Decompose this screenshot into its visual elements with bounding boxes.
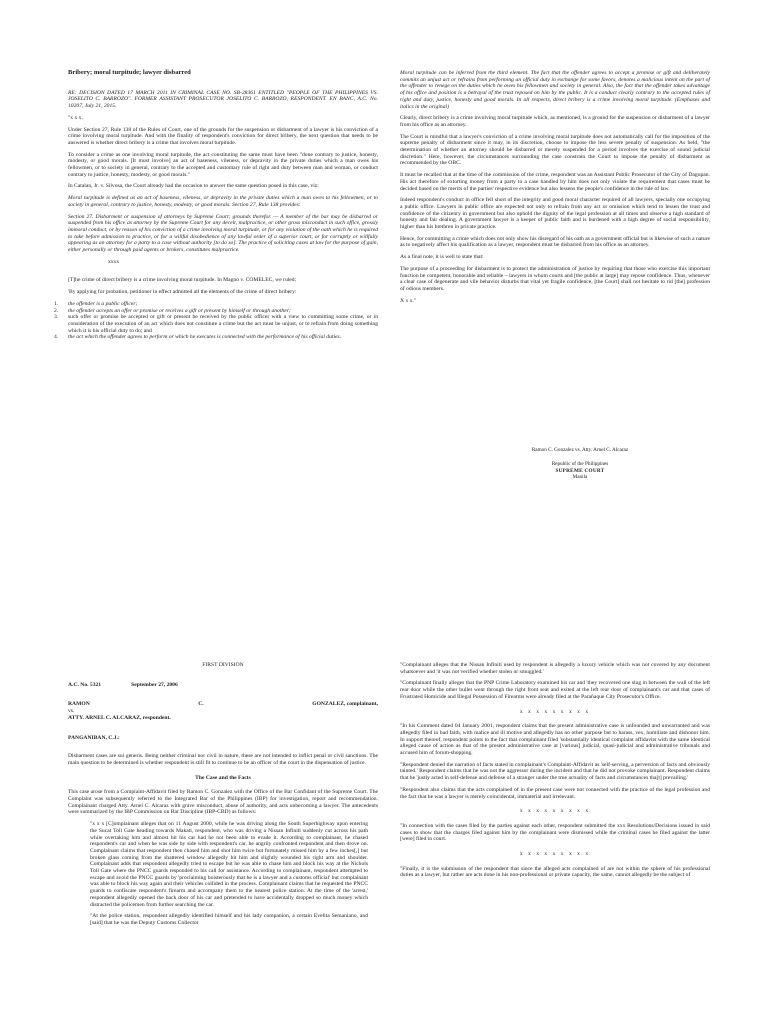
block-quote: The purpose of a proceeding for disbarment is to protect the administration of justice by requiring that those who exercise this important function be competent, honorable and reliable – lawyers in whom courts and [the public at large] may repose confidence. Thus, whenever a clear case of degenerate and vile behavior disturbs that vital yet fragile confidence, [the Court] shall not hesitate to rid [the] profession of odious members. [400, 265, 710, 292]
paragraph: Under Section 27, Rule 138 of the Rules of Court, one of the grounds for the suspension or disbarment of a lawyer is his conviction of a crime involving moral turpitude. And with the finality of respondent's conviction for direct bribery, the next question that needs to be answered is whether direct bribery is a crime that involves moral turpitude. [68, 126, 378, 146]
paragraph: Indeed respondent's conduct in office fell short of the integrity and good moral character required of all lawyers, specially one occupying a public office. Lawyers in public office are expected not only to refrain from any act or omission which tend to lessen the trust and confidence of the citizenry in government but also uphold the dignity of the legal profession at all times and observe a high standard of honesty and fair dealing. A government lawyer is a keeper of public faith and is burdened with a high degree of social responsibility, higher than his brethren in private practice. [400, 197, 710, 231]
ellipsis-separator: x x x x x x x x x [519, 708, 591, 715]
paragraph: As a final note, it is well to state that: [400, 254, 484, 261]
complainant-first: RAMON [68, 701, 90, 708]
document-page-2 [0, 640, 768, 1024]
ellipsis-separator: x x x x x x x x x [519, 851, 591, 858]
complainant-last: GONZALEZ, complainant, [312, 701, 378, 708]
list-text: such offer or promise be accepted or gift or present be received by the public officer with a view to committing some crime, or in consideration of the execution of an act which does not constitute a crime but the act must be unjust, or to refrain from doing something which it is his official duty to do; and [68, 314, 378, 334]
list-text: the act which the offender agrees to perform or which he executes is connected with the performance of his official duties. [68, 334, 342, 341]
paragraph: "Complainant finally alleges that the PNP Crime Laboratory examined his car and 'they recovered one slug in between the wall of the left rear door while the other bullet went through the right front seat and exited at the left rear door of complainant's car and that cases of Frustrated Homicide and Illegal Possession of Firearms were already filed at the Parañaque City Prosecutor's Office. [400, 680, 710, 700]
ponente: PANGANIBAN, C.J.: [68, 734, 120, 741]
page1-right-column [400, 70, 710, 309]
list-number: 4. [54, 334, 59, 341]
paragraph: "Respondent also claims that the acts complained of in the present case were not connected with the practice of the legal profession and the fact that he was a lawyer is merely coincidental, immaterial and irrelevant. [400, 786, 710, 800]
case-reference: RE: DECISION DATED 17 MARCH 2011 IN CRIMINAL CASE NO. SB-28361 ENTITLED "PEOPLE OF THE PHILIPPINES VS. JOSELITO C. BARROZO". FORMER ASSISTANT PROSECUTOR JOSELITO C. BARROZO, RESPONDENT. EN BANC, A.C. No. 10207, July 21, 2015. [68, 89, 378, 110]
paragraph: The Court is mindful that a lawyer's conviction of a crime involving moral turpitude does not automatically call for the imposition of the supreme penalty of disbarment since it may, in its discretion, choose to impose the less severe penalty of suspension. As held, "the determination of whether an attorney should be disbarred or merely suspended for a period involves the exercise of sound judicial discretion." Here, however, the circumstances surrounding the case constrain the Court to impose the penalty of disbarment as recommended by the OBC. [400, 133, 710, 167]
paragraph: xxxx [108, 258, 120, 265]
list-text: the offender accepts an offer or promise or receives a gift or present by himself or through another; [68, 307, 291, 314]
versus-label: vs. [68, 708, 75, 715]
court-name: SUPREME COURT [555, 467, 605, 474]
republic-label: Republic of the Philippines [551, 461, 609, 468]
complainant-row [68, 701, 378, 708]
page2-left-column [68, 662, 378, 932]
paragraph: To consider a crime as one involving moral turpitude, the act constituting the same must have been "done contrary to justice, honesty, modesty, or good morals. [It must involve] an act of baseness, vileness, or depravity in the private duties which a man owes his fellowmen, or to society in general, contrary to the accepted and customary rule of right and duty between man and woman, or conduct contrary to justice, honesty, modesty, or good morals." [68, 151, 378, 178]
list-number: 3. [54, 314, 59, 321]
list-number: 2. [54, 307, 59, 314]
paragraph: "x x x. [68, 114, 83, 121]
paragraph: Hence, for committing a crime which does not only show his disregard of his oath as a government official but is likewise of such a nature as to negatively affect his qualification as a lawyer, respondent must be disbarred from his office as an attorney. [400, 235, 710, 249]
ellipsis-separator: x x x x x x x x x [519, 808, 591, 815]
block-quote: Section 27. Disbarment or suspension of attorneys by Supreme Court; grounds therefor. — A member of the bar may be disbarred or suspended from his office as attorney by the Supreme Court for any deceit, malpractice, or other gross misconduct in such office, grossly immoral conduct, or by reason of his conviction of a crime involving moral turpitude, or for any violation of the oath which he is required to take before admission to practice, or for a willful disobedience of any lawful order of a superior court, or for corruptly or willfully appearing as an attorney for a party to a case without authority [to do so]. The practice of soliciting cases at law for the purpose of gain, either personally or through paid agents or brokers, constitutes malpractice. [68, 213, 378, 254]
list-item [54, 314, 378, 334]
block-quote: Moral turpitude is defined as an act of baseness, vileness, or depravity in the private duties which a man owes to his fellowmen, or to society in general, contrary to justice, honesty, modesty, or good morals. Section 27, Rule 138 provides: [68, 195, 378, 208]
list-text: the offender is a public officer; [68, 300, 138, 307]
paragraph: "Complainant alleges that the Nissan Infiniti used by respondent is allegedly a luxury vehicle which was not covered by any document whatsoever and 'it was not verified whether stolen or smuggled.' [400, 662, 710, 675]
paragraph: In Catalan, Jr. v. Silvosa, the Court already had the occasion to answer the same question posed in this case, viz: [68, 183, 319, 190]
paragraph: Disbarment cases are sui generis. Being neither criminal nor civil in nature, these are not intended to inflict penal or civil sanctions. The main question to be determined is whether respondent is still fit to continue to be an officer of the court in the dispensation of justice. [68, 753, 378, 766]
paragraph: This case arose from a Complaint-Affidavit filed by Ramon C. Gonzalez with the Office of the Bar Confidant of the Supreme Court. The Complaint was subsequently referred to the Integrated Bar of the Philippines (IBP) for investigation, report and recommendation. Complainant charged Atty. Arnel C. Alcaraz with grave misconduct, abuse of authority, and acts unbecoming a lawyer. The antecedents were summarized by the IBP Commission on Bar Discipline (IBP-CBD) as follows: [68, 789, 378, 816]
case-name: Ramon C. Gonzalez vs. Atty. Arnel C. Alcaraz [531, 447, 629, 453]
bribery-elements-list [54, 300, 378, 341]
case-title: Bribery; moral turpitude; lawyer disbarred [68, 69, 191, 76]
paragraph: X x x." [400, 297, 417, 304]
block-quote: "At the police station, respondent allegedly identified himself and his lady companion, a certain Evelita Semaniano, and [said] that he was the Deputy Customs Collector [90, 913, 368, 926]
case-number-row [68, 682, 378, 689]
paragraph: "In his Comment dated 04 January 2001, respondent claims that the present administrative case is unfounded and unwarranted and was allegedly filed in bad faith, with malice and ill motive and allegedly has no other purpose but to harass, vex, humiliate and dishonor him. In support thereof, respondent points to the fact that complainant filed 'substantially identical complaint affidavits with the same identical alleged cause of action as that of the present administrative case at [various] judicial, quasi-judicial and administrative tribunals and accused him of forum-shopping. [400, 723, 710, 757]
list-item [54, 300, 378, 308]
ac-number: A.C. No. 5321 [68, 681, 102, 688]
block-quote: "x x x [C]omplainant alleges that on 11 August 2000, while he was driving along the South Superhighway upon entering the Sucat Toll Gate heading towards Makati, respondent, who was driving a Nissan Infiniti suddenly cut across his path while overtaking him and almost hit his car had he not been able to evade it. According to complainant, he chased respondent's car and when he was side by side with respondent's car, he angrily confronted respondent and then drove on. Complainant claims that respondent then chased him and shot him twice but fortunately missed him by a few inches[,] but broken glass coming from the shattered window allegedly hit him and slightly wounded his right arm and shoulder. Complainant adds that respondent allegedly tried to escape but he was able to chase him and block his way at the Nichols Toll Gate where the PNCC guards responded to his call for assistance. According to complainant, respondent attempted to escape and avoid the PNCC guards by 'proclaiming boisterously that he is a lawyer and a customs official' but complainant was able to block his way again and their vehicles collided in the process. Complainant claims that he requested the PNCC guards to confiscate respondent's firearm and accompany them to the nearest police station. At the time of the 'arrest,' respondent allegedly opened the back door of his car and pretended to have accidentally dropped so much money which distracted the policemen from further searching the car. [90, 821, 368, 908]
paragraph: [T]he crime of direct bribery is a crime involving moral turpitude. In Magno v. COMELEC, we ruled: [68, 277, 297, 284]
section-heading: The Case and the Facts [195, 774, 251, 781]
page1-left-column [54, 69, 378, 346]
page2-right-column [400, 662, 710, 884]
block-quote: Moral turpitude can be inferred from the third element. The fact that the offender agrees to accept a promise or gift and deliberately commits an unjust act or refrains from performing an official duty in exchange for some favors, denotes a malicious intent on the part of the offender to renege on the duties which he owes his fellowmen and society in general. Also, the fact that the offender takes advantage of his office and position is a betrayal of the trust reposed on him by the public. It is a conduct clearly contrary to the accepted rules of right and duty, justice, honesty and good morals. In all respects, direct bribery is a crime involving moral turpitude. (Emphases and italics in the original) [400, 70, 710, 110]
city-label: Manila [572, 474, 588, 481]
decision-date: September 27, 2006 [131, 681, 178, 688]
case-header-block [460, 447, 700, 481]
paragraph: 'By applying for probation, petitioner in effect admitted all the elements of the crime of direct bribery: [68, 289, 297, 296]
division-label: FIRST DIVISION [202, 662, 244, 668]
paragraph: "Finally, it is the submission of the respondent that since the alleged acts complained of are not within the sphere of his professional duties as a lawyer, but rather are acts done in his non-professional or private capacity, the same, cannot allegedly be the subject of [400, 865, 710, 879]
list-number: 1. [54, 300, 59, 307]
paragraph: Clearly, direct bribery is a crime involving moral turpitude which, as mentioned, is a ground for the suspension or disbarment of a lawyer from his office as an attorney. [400, 115, 710, 128]
paragraph: It must be recalled that at the time of the commission of the crime, respondent was an Assistant Public Prosecutor of the City of Dagupan. His act therefore of extorting money from a party to a case handled by him does not only violate the requirement that cases must be decided based on the merits of the parties' respective evidence but also lessens the people's confidence in the rule of law. [400, 172, 710, 192]
paragraph: "Respondent denied the narration of facts stated in complainant's Complaint-Affidavit as 'self-serving, a perversion of facts and obviously tainted.' Respondent claims that he was not the aggressor during the incident and that he did not provoke complainant. Respondent claims that he 'justly acted in self-defense and defense of a stranger under the true actuality of facts and circumstances tha[t] prevailing.' [400, 761, 710, 782]
paragraph: "In connection with the cases filed by the parties against each other, respondent submitted the xxx Resolutions/Decisions issued in said cases to show that the charges filed against him by the complainant were dismissed while the criminal cases he filed against the latter [were] filed in court. [400, 822, 710, 843]
respondent-name: ATTY. ARNEL C. ALCARAZ, respondent. [68, 714, 171, 721]
complainant-middle: C. [198, 701, 204, 708]
list-item [54, 334, 378, 341]
